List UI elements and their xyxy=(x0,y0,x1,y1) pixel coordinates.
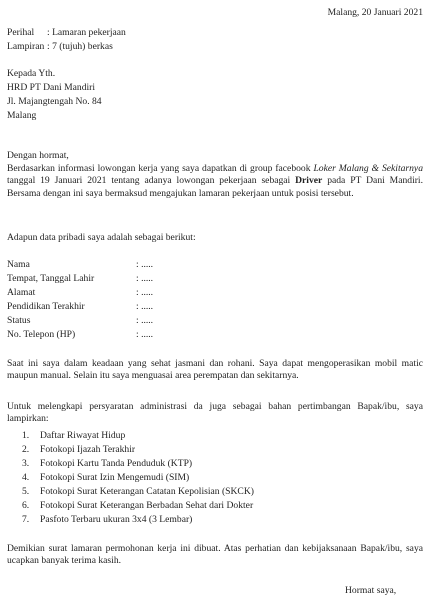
field-label-status: Status xyxy=(7,315,31,326)
attachment-item: Fotokopi Ijazah Terakhir xyxy=(40,444,136,455)
attachment-item: Fotokopi Surat Izin Mengemudi (SIM) xyxy=(40,472,190,483)
subject-value: : Lamaran pekerjaan xyxy=(47,27,126,38)
personal-data-intro: Adapun data pribadi saya adalah sebagai berikut: xyxy=(7,232,196,243)
field-value-name: : ..... xyxy=(136,259,154,270)
attachments-intro-text: Untuk melengkapi persyaratan administrasi da juga sebagai bahan pertimbangan Bapak/ibu, saya lampirkan: xyxy=(7,401,423,425)
attachment-count-value: : 7 (tujuh) berkas xyxy=(47,41,113,52)
field-label-education: Pendidikan Terakhir xyxy=(7,301,85,312)
attachment-num: 7. xyxy=(22,514,30,525)
letter-date: Malang, 20 Januari 2021 xyxy=(327,7,423,18)
field-label-address: Alamat xyxy=(7,287,36,298)
recipient-salutation: Kepada Yth. xyxy=(7,68,56,79)
field-label-name: Nama xyxy=(7,259,30,270)
recipient-company: HRD PT Dani Mandiri xyxy=(7,82,96,93)
field-value-birth: : ..... xyxy=(136,273,154,284)
attachment-item: Daftar Riwayat Hidup xyxy=(40,430,126,441)
intro-part2: tanggal 19 Januari 2021 tentang adanya lowongan pekerjaan sebagai xyxy=(7,175,296,187)
recipient-city: Malang xyxy=(7,110,37,121)
field-value-address: : ..... xyxy=(136,287,154,298)
field-value-phone: : ..... xyxy=(136,329,154,340)
recipient-street: Jl. Majangtengah No. 84 xyxy=(7,96,102,107)
attachment-num: 2. xyxy=(22,444,30,455)
attachment-item: Fotokopi Surat Keterangan Berbadan Sehat dari Dokter xyxy=(40,500,254,511)
intro-part3: pada PT Dani Mandiri. Bersama dengan ini saya bermaksud mengajukan lamaran pekerjaan untuk posisi tersebut. xyxy=(7,175,423,199)
attachment-item: Fotokopi Kartu Tanda Penduduk (KTP) xyxy=(40,458,193,469)
sign-off: Hormat saya, xyxy=(345,585,397,596)
subject-label: Perihal xyxy=(7,27,35,38)
job-position: Driver xyxy=(295,175,323,187)
health-paragraph-text: Saat ini saya dalam keadaan yang sehat jasmani dan rohani. Saya dapat mengoperasikan mobil matic maupun manual. Selain itu saya menguasai area perempatan dan sekitarnya. xyxy=(7,358,423,382)
intro-part1: Berdasarkan informasi lowongan kerja yang saya dapatkan di group facebook xyxy=(7,163,314,174)
intro-paragraph xyxy=(7,163,423,200)
field-label-birth: Tempat, Tanggal Lahir xyxy=(7,273,95,284)
attachment-num: 5. xyxy=(22,486,30,497)
attachment-num: 4. xyxy=(22,472,30,483)
attachment-num: 1. xyxy=(22,430,30,441)
attachment-num: 6. xyxy=(22,500,30,511)
greeting: Dengan hormat, xyxy=(7,150,69,161)
attachment-item: Pasfoto Terbaru ukuran 3x4 (3 Lembar) xyxy=(40,514,193,525)
health-paragraph xyxy=(7,358,423,383)
attachment-num: 3. xyxy=(22,458,30,469)
closing-paragraph xyxy=(7,543,423,568)
closing-paragraph-text: Demikian surat lamaran permohonan kerja ini dibuat. Atas perhatian dan kebijaksanaan Bapak/ibu, saya ucapkan banyak terima kasih. xyxy=(7,543,423,567)
attachments-intro xyxy=(7,401,423,426)
field-label-phone: No. Telepon (HP) xyxy=(7,329,76,340)
field-value-education: : ..... xyxy=(136,301,154,312)
attachment-item: Fotokopi Surat Keterangan Catatan Kepolisian (SKCK) xyxy=(40,486,254,497)
job-source: Loker Malang & Sekitarnya xyxy=(313,163,423,174)
attachment-count-label: Lampiran xyxy=(7,41,45,52)
field-value-status: : ..... xyxy=(136,315,154,326)
